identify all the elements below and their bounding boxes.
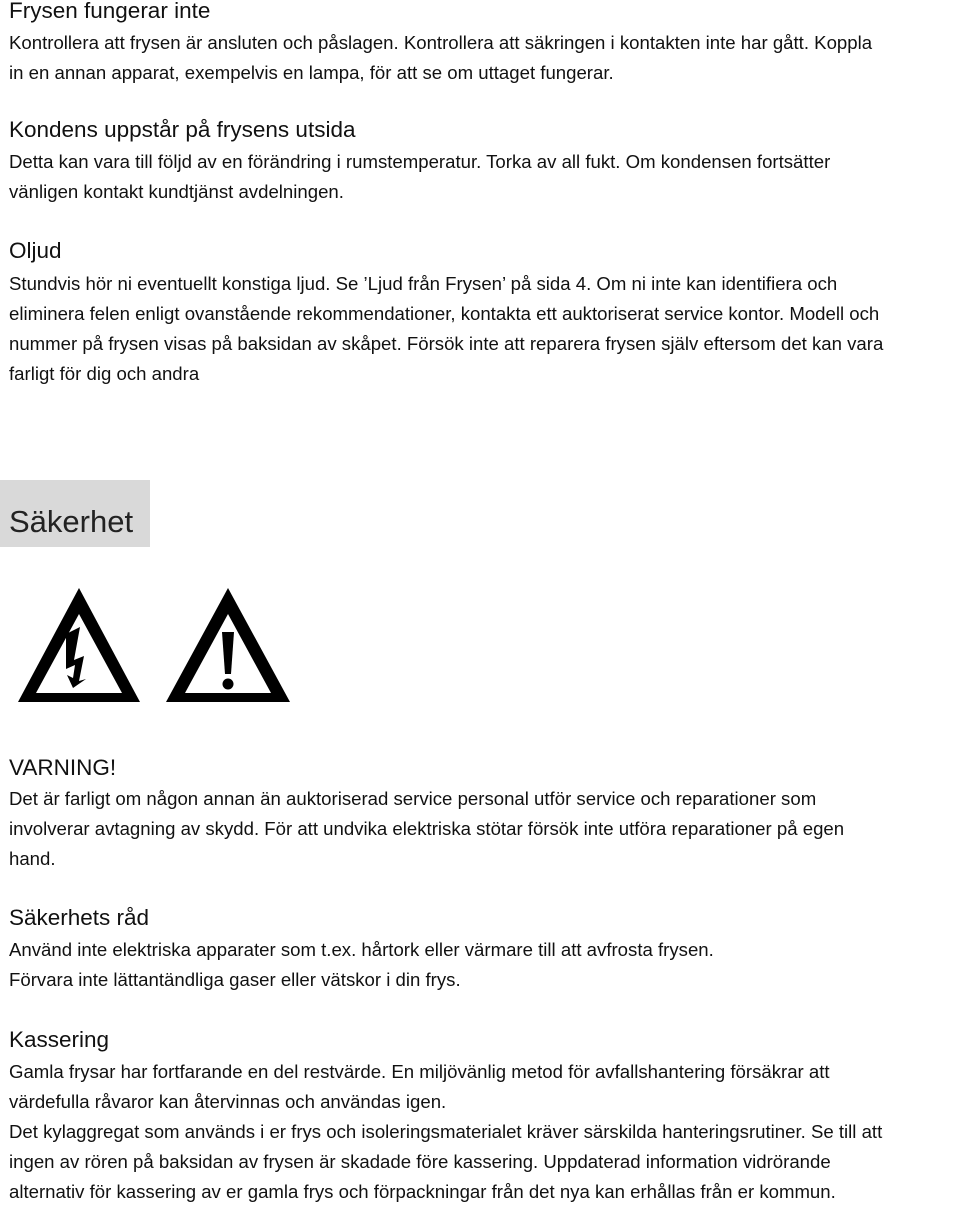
paragraph-line: hand. — [9, 848, 56, 869]
paragraph-line: Det är farligt om någon annan än auktoriserad service personal utför service och reparationer som — [9, 788, 817, 809]
heading-varning: VARNING! — [9, 755, 117, 780]
warning-icons-group — [0, 580, 300, 710]
banner-title-sakerhet: Säkerhet — [9, 504, 134, 539]
heading-frysen-fungerar-inte: Frysen fungerar inte — [9, 0, 211, 23]
paragraph-line: farligt för dig och andra — [9, 363, 200, 384]
paragraph-line: involverar avtagning av skydd. För att undvika elektriska stötar försök inte utföra reparationer på egen — [9, 818, 845, 839]
exclamation-warning-icon — [166, 588, 290, 702]
paragraph-line: in en annan apparat, exempelvis en lampa, för att se om uttaget fungerar. — [9, 62, 614, 83]
paragraph-line: Detta kan vara till följd av en förändring i rumstemperatur. Torka av all fukt. Om kondensen fortsätter — [9, 151, 831, 172]
heading-sakerhets-rad: Säkerhets råd — [9, 905, 150, 930]
paragraph-line: ingen av rören på baksidan av frysen är skadade före kassering. Uppdaterad information vidrörande — [9, 1151, 831, 1172]
paragraph-line: alternativ för kassering av er gamla frys och förpackningar från det nya kan erhållas från er kommun. — [9, 1181, 836, 1202]
paragraph-line: nummer på frysen visas på baksidan av skåpet. Försök inte att reparera frysen själv eftersom det kan vara — [9, 333, 884, 354]
paragraph-line: Stundvis hör ni eventuellt konstiga ljud. Se ’Ljud från Frysen’ på sida 4. Om ni inte kan identifiera och — [9, 273, 838, 294]
heading-oljud: Oljud — [9, 238, 62, 263]
heading-kassering: Kassering — [9, 1027, 110, 1052]
paragraph-line: eliminera felen enligt ovanstående rekommendationer, kontakta ett auktoriserat service kontor. Modell och — [9, 303, 880, 324]
paragraph-line: Använd inte elektriska apparater som t.ex. hårtork eller värmare till att avfrosta frysen. — [9, 939, 714, 960]
paragraph-line: Det kylaggregat som används i er frys och isoleringsmaterialet kräver särskilda hanteringsrutiner. Se till att — [9, 1121, 883, 1142]
paragraph-line: Kontrollera att frysen är ansluten och påslagen. Kontrollera att säkringen i kontakten inte har gått. Koppla — [9, 32, 873, 53]
electric-hazard-icon — [18, 588, 140, 702]
paragraph-line: Förvara inte lättantändliga gaser eller vätskor i din frys. — [9, 969, 461, 990]
heading-kondens: Kondens uppstår på frysens utsida — [9, 117, 356, 142]
paragraph-line: Gamla frysar har fortfarande en del restvärde. En miljövänlig metod för avfallshantering försäkrar att — [9, 1061, 830, 1082]
paragraph-line: vänligen kontakt kundtjänst avdelningen. — [9, 181, 344, 202]
paragraph-line: värdefulla råvaror kan återvinnas och användas igen. — [9, 1091, 447, 1112]
